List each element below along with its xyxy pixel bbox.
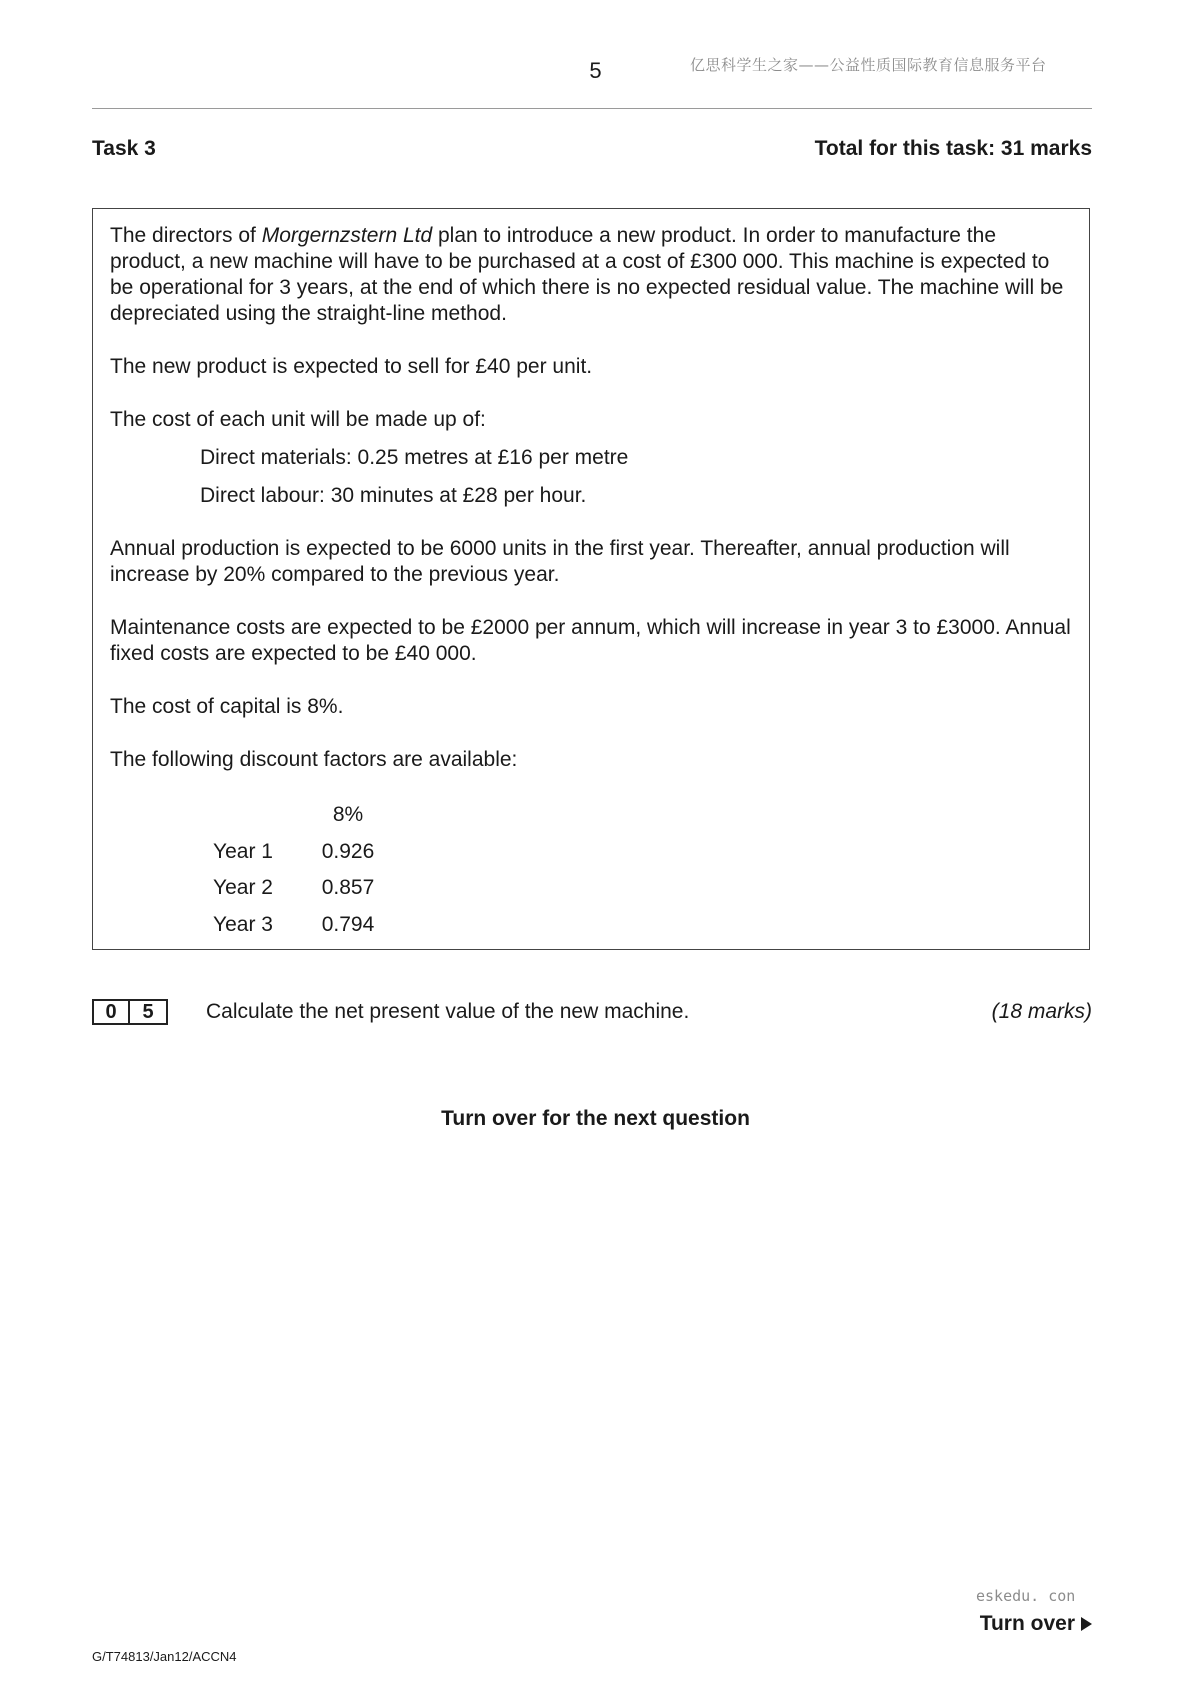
table-header-row [213,797,378,834]
header-watermark: 亿思科学生之家——公益性质国际教育信息服务平台 [690,56,1047,74]
case-info-box [92,208,1090,950]
intro-paragraph [110,223,1070,327]
task-total-marks: Total for this task: 31 marks [814,137,1092,160]
intro-text-after: plan to introduce a new product. In order to manufacture the product, a new machine will have to be purchased at a cost of £300 000. This machine is expected to be operational for 3 years, at the end of which there is no expected residual value. The machine will be depreciated using the straight-line method. [110,224,1064,325]
discount-intro-paragraph: The following discount factors are available: [110,748,518,771]
production-paragraph: Annual production is expected to be 6000 units in the first year. Thereafter, annual production will increase by 20% compared to the previous year. [110,537,1010,586]
year-label: Year 2 [213,876,273,900]
question-marks: (18 marks) [991,1000,1092,1023]
turn-over-next-question: Turn over for the next question [441,1107,750,1130]
right-arrow-icon [1081,1617,1092,1631]
cost-of-capital-paragraph: The cost of capital is 8%. [110,695,344,718]
paper-code: G/T74813/Jan12/ACCN4 [92,1649,237,1664]
discount-factor-table [213,797,378,943]
turn-over-text: Turn over [979,1612,1075,1635]
question-number-digit: 0 [92,999,130,1025]
year-label: Year 1 [213,839,273,863]
cost-intro-paragraph: The cost of each unit will be made up of: [110,408,486,431]
direct-labour-line: Direct labour: 30 minutes at £28 per hour. [200,484,587,507]
footer-watermark: eskedu. con [976,1587,1076,1605]
turn-over-label [980,1612,1092,1636]
header-divider [92,108,1092,109]
question-number-box [92,999,168,1025]
year-label: Year 3 [213,912,273,936]
intro-text-before: The directors of [110,224,262,247]
table-row [213,907,378,944]
table-row [213,834,378,871]
table-row [213,870,378,907]
discount-factor: 0.794 [321,912,375,936]
task-title: Task 3 [92,137,156,160]
question-number-digit: 5 [130,999,168,1025]
discount-factor: 0.857 [321,876,375,900]
discount-factor: 0.926 [321,839,375,863]
company-name: Morgernzstern Ltd [261,224,433,247]
question-text: Calculate the net present value of the new machine. [206,1000,690,1023]
page-number: 5 [589,58,602,83]
price-paragraph: The new product is expected to sell for £40 per unit. [110,355,593,378]
direct-materials-line: Direct materials: 0.25 metres at £16 per metre [200,446,629,469]
rate-header: 8% [332,803,364,827]
maintenance-paragraph: Maintenance costs are expected to be £2000 per annum, which will increase in year 3 to £3000. Annual fixed costs are expected to be £40 000. [110,616,1071,665]
